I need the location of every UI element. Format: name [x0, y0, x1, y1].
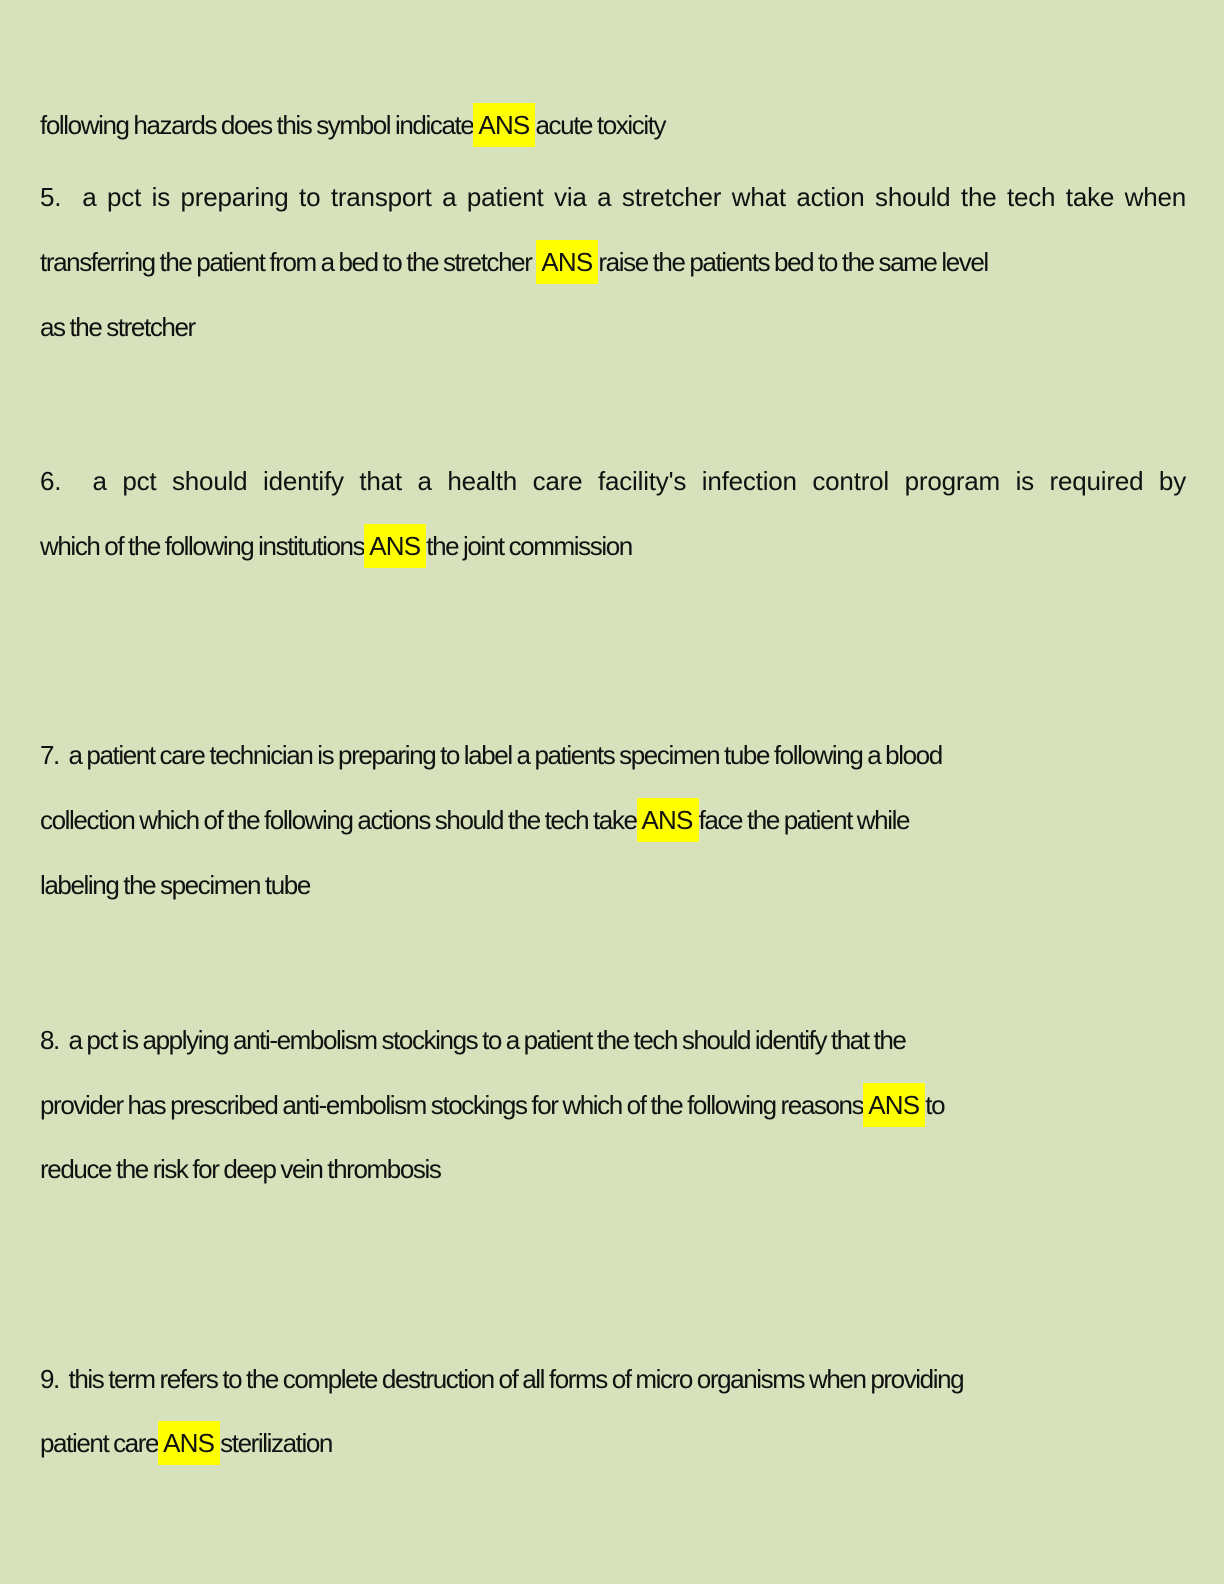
question-8-line-1: [40, 1018, 905, 1062]
question-text: this term refers to the complete destruction of all forms of micro organisms when providing: [68, 1364, 964, 1394]
answer-text: face the patient while: [698, 805, 910, 835]
question-text: patient care: [40, 1428, 159, 1458]
question-text: collection which of the following actions should the tech take: [40, 805, 637, 835]
question-5-line-3: [40, 305, 195, 349]
question-5-line-2: [40, 240, 988, 284]
question-6-line-2: [40, 524, 632, 568]
answer-highlight: ANS: [536, 240, 598, 284]
fragment-question-text: following hazards does this symbol indicate: [40, 110, 474, 140]
question-number: 7.: [40, 740, 59, 770]
question-9-line-2: [40, 1421, 332, 1465]
question-6-line-1: [40, 459, 1186, 503]
answer-text: the joint commission: [426, 531, 632, 561]
question-text: a pct is applying anti-embolism stockings to a patient the tech should identify that the: [68, 1025, 906, 1055]
question-8-line-2: [40, 1083, 944, 1127]
answer-text: to: [925, 1090, 945, 1120]
answer-text: sterilization: [220, 1428, 332, 1458]
answer-highlight: ANS: [158, 1421, 220, 1465]
answer-text: raise the patients bed to the same level: [598, 247, 988, 277]
question-text: a pct is preparing to transport a patient via a stretcher what action should the tech take when: [82, 182, 1186, 212]
answer-highlight: ANS: [473, 103, 535, 147]
question-7-line-1: [40, 733, 942, 777]
fragment-answer-text: acute toxicity: [535, 110, 666, 140]
question-text: provider has prescribed anti-embolism stockings for which of the following reasons: [40, 1090, 864, 1120]
question-text: a pct should identify that a health care facility's infection control program is required by: [92, 466, 1186, 496]
question-text: which of the following institutions: [40, 531, 365, 561]
question-number: 9.: [40, 1364, 59, 1394]
answer-highlight: ANS: [364, 524, 426, 568]
question-text: a patient care technician is preparing to label a patients specimen tube following a blood: [68, 740, 942, 770]
question-9-line-1: [40, 1357, 963, 1401]
question-7-line-2: [40, 798, 909, 842]
question-5-line-1: [40, 175, 1186, 219]
answer-text: as the stretcher: [40, 312, 195, 342]
question-number: 6.: [40, 466, 62, 496]
answer-highlight: ANS: [863, 1083, 925, 1127]
question-fragment-line: [40, 103, 665, 147]
question-8-line-3: [40, 1147, 440, 1191]
question-text: transferring the patient from a bed to the stretcher: [40, 247, 532, 277]
question-number: 5.: [40, 182, 62, 212]
question-number: 8.: [40, 1025, 59, 1055]
answer-highlight: ANS: [637, 798, 699, 842]
question-7-line-3: [40, 863, 310, 907]
answer-text: labeling the specimen tube: [40, 870, 310, 900]
answer-text: reduce the risk for deep vein thrombosis: [40, 1154, 441, 1184]
